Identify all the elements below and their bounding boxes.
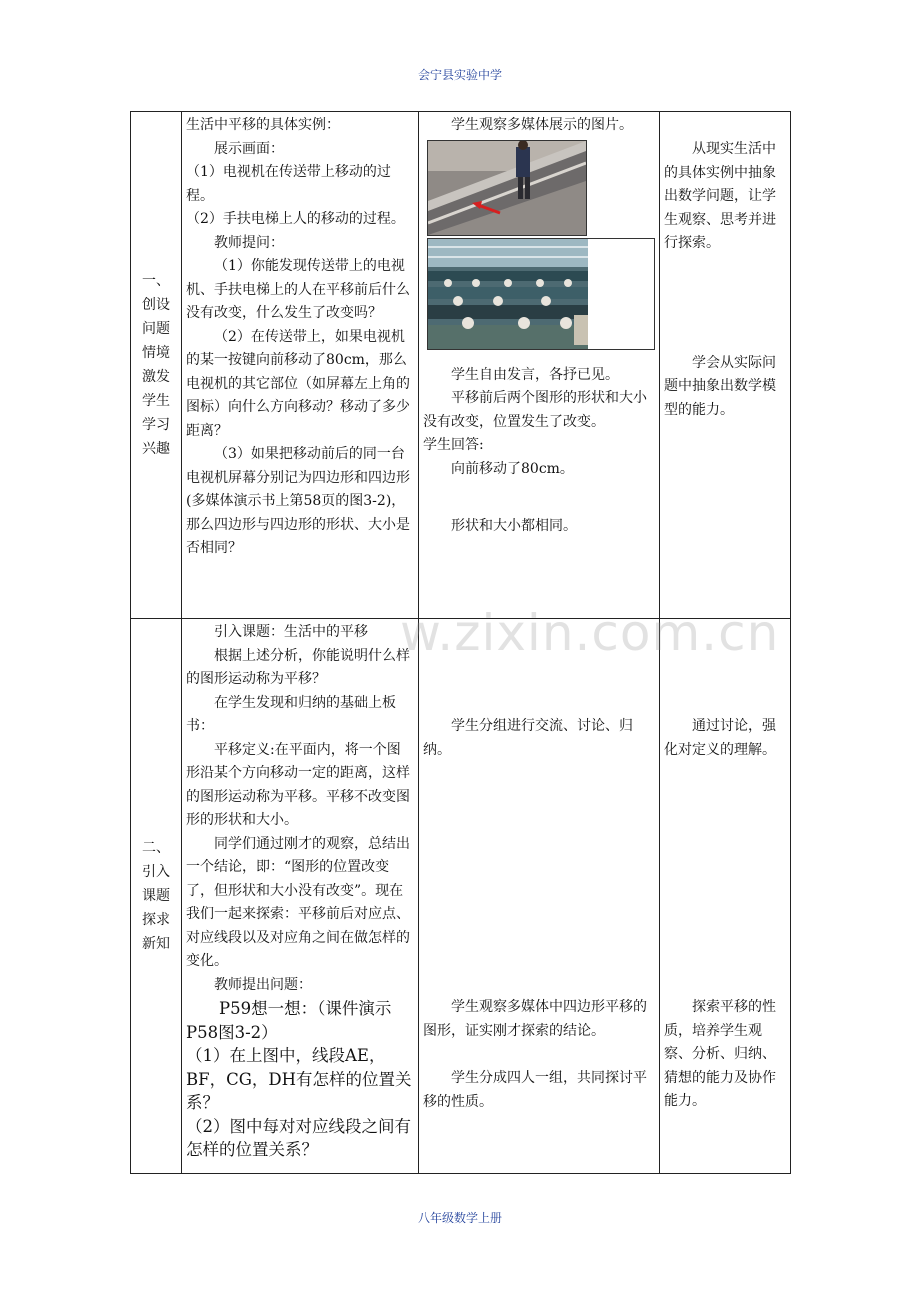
teacher-text-1-4: 教师提问：	[214, 234, 284, 251]
student-text-2-1: 学生观察多媒体中四边形平移的图形，证实刚才探索的结论。	[423, 999, 647, 1039]
teacher-text-2-1: 根据上述分析，你能说明什么样的图形运动称为平移？	[186, 647, 410, 687]
teacher-text-1-1: 展示画面：	[214, 140, 284, 157]
purpose-text-2-0: 通过讨论，强化对定义的理解。	[664, 718, 776, 758]
teacher-text-1-5: （1）你能发现传送带上的电视机、手扶电梯上的人在平移前后什么没有改变，什么发生了改变吗？	[186, 258, 410, 321]
stage-cell-2	[131, 619, 182, 1174]
table-row-section-2	[131, 619, 791, 1174]
student-text-2-2: 学生分成四人一组，共同探讨平移的性质。	[423, 1070, 647, 1110]
teacher-text-2-7: （1）在上图中，线段AE，BF，CG，DH有怎样的位置关系？	[186, 1046, 412, 1112]
stage-cell-1	[131, 112, 182, 619]
page-header: 会宁县实验中学	[417, 68, 502, 82]
teacher-text-2-6: P59想一想：（课件演示P58图3-2）	[186, 999, 392, 1042]
student-text-1-3: 向前移动了80cm。	[451, 460, 574, 477]
student-text-1-4: 形状和大小都相同。	[451, 518, 577, 534]
teacher-text-1-0: 生活中平移的具体实例：	[186, 117, 340, 133]
purpose-text-1-1: 学会从实际问题中抽象出数学模型的能力。	[664, 354, 776, 418]
stage-label-2: 二、 引入 课题 探求 新知	[142, 840, 170, 952]
watermark: w.zixin.com.cn	[400, 604, 780, 662]
student-text-2-0: 学生分组进行交流、讨论、归纳。	[423, 718, 633, 758]
factory-image	[428, 239, 654, 349]
table-row-section-1	[131, 112, 791, 619]
teacher-text-1-6: （2）在传送带上，如果电视机的某一按键向前移动了80cm，那么电视机的其它部位（如屏幕左上角的图标）向什么方向移动？移动了多少距离？	[186, 328, 410, 439]
teacher-text-2-2: 在学生发现和归纳的基础上板书：	[186, 694, 396, 734]
stage-label-1: 一、 创设 问题 情境 激发 学生 学习 兴趣	[142, 273, 170, 457]
teacher-text-2-5: 教师提出问题：	[214, 976, 312, 993]
student-activity-cell-2	[419, 619, 660, 1174]
factory-assembly-photo	[427, 238, 655, 350]
teacher-text-1-7: （3）如果把移动前后的同一台电视机屏幕分别记为四边形和四边形(多媒体演示书上第58页的图3-2)，那么四边形与四边形的形状、大小是否相同？	[186, 446, 410, 556]
teacher-text-1-3: （2）手扶电梯上人的移动的过程。	[186, 211, 405, 227]
student-activity-cell-1	[419, 112, 660, 619]
teacher-text-1-2: （1）电视机在传送带上移动的过程。	[186, 164, 391, 204]
purpose-text-1-0: 从现实生活中的具体实例中抽象出数学问题，让学生观察、思考并进行探索。	[664, 141, 776, 251]
escalator-photo	[427, 140, 587, 236]
teacher-text-2-8: （2）图中每对对应线段之间有怎样的位置关系？	[186, 1116, 411, 1159]
purpose-text-2-1: 探索平移的性质，培养学生观察、分析、归纳、猜想的能力及协作能力。	[664, 999, 776, 1109]
purpose-cell-1	[660, 112, 791, 619]
teacher-text-2-4: 同学们通过刚才的观察，总结出一个结论，即：“图形的位置改变了，但形状和大小没有改变”。现在我们一起来探索：平移前后对应点、对应线段以及对应角之间在做怎样的变化。	[186, 835, 410, 969]
teacher-text-2-0: 引入课题：生活中的平移	[214, 624, 368, 640]
teacher-activity-cell-1	[182, 112, 419, 619]
page-footer: 八年级数学上册	[417, 1211, 502, 1225]
purpose-cell-2	[660, 619, 791, 1174]
student-text-1-top: 学生观察多媒体展示的图片。	[451, 117, 633, 133]
teacher-activity-cell-2	[182, 619, 419, 1174]
escalator-image	[428, 141, 586, 235]
student-text-1-2: 学生回答:	[423, 437, 484, 453]
student-text-1-1: 平移前后两个图形的形状和大小没有改变，位置发生了改变。	[423, 390, 647, 430]
teacher-text-2-3: 平移定义:在平面内，将一个图形沿某个方向移动一定的距离，这样的图形运动称为平移。平移不改变图形的形状和大小。	[186, 741, 410, 828]
student-text-1-0: 学生自由发言，各抒已见。	[451, 366, 619, 383]
